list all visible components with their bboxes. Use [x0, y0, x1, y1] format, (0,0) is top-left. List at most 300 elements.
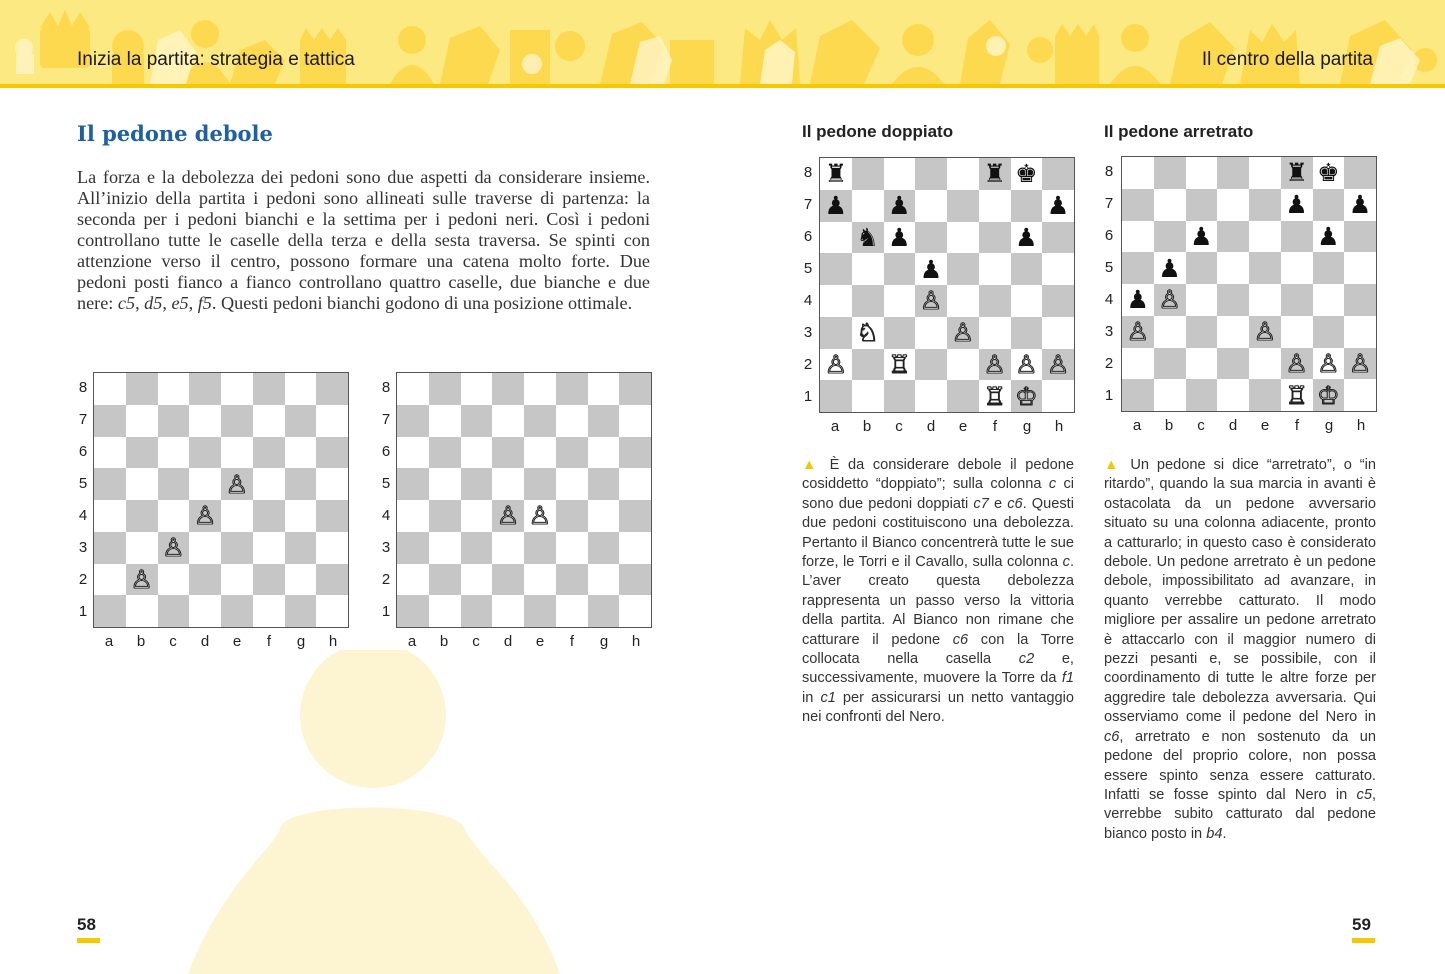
- rank-label: 8: [1104, 163, 1114, 180]
- white-pawn-icon: ♙: [1158, 285, 1181, 315]
- file-label: g: [1022, 418, 1032, 435]
- square-d8: [492, 373, 524, 405]
- chess-pieces-decoration: [0, 0, 1445, 84]
- square-g4: [1011, 285, 1043, 317]
- square-f1: [979, 380, 1011, 412]
- rank-label: 5: [803, 260, 813, 277]
- square-e7: [524, 405, 556, 437]
- square-f8: [253, 373, 285, 405]
- square-b2: [126, 564, 158, 596]
- chessboard-grid: [819, 157, 1075, 413]
- square-d4: [492, 500, 524, 532]
- file-label: e: [1260, 417, 1270, 434]
- file-label: g: [599, 633, 609, 650]
- square-d7: [1217, 189, 1249, 221]
- square-h4: [1344, 284, 1376, 316]
- rank-label: 6: [78, 443, 88, 460]
- square-c7: [461, 405, 493, 437]
- square-f5: [979, 253, 1011, 285]
- square-c3: [461, 532, 493, 564]
- square-c4: [158, 500, 190, 532]
- square-d4: [915, 285, 947, 317]
- square-e4: [947, 285, 979, 317]
- square-b4: [126, 500, 158, 532]
- square-b5: [1154, 252, 1186, 284]
- file-label: f: [1294, 417, 1300, 434]
- square-e5: [1249, 252, 1281, 284]
- file-label: c: [169, 633, 177, 650]
- square-b4: [852, 285, 884, 317]
- square-d5: [189, 468, 221, 500]
- square-f7: [556, 405, 588, 437]
- square-f6: [253, 437, 285, 469]
- square-a8: [397, 373, 429, 405]
- square-b6: [1154, 221, 1186, 253]
- square-g4: [285, 500, 317, 532]
- rank-label: 1: [381, 603, 391, 620]
- black-rook-icon: ♜: [824, 159, 848, 189]
- square-g1: [1011, 380, 1043, 412]
- square-a5: [1122, 252, 1154, 284]
- square-f4: [556, 500, 588, 532]
- rank-label: 6: [381, 443, 391, 460]
- square-g5: [285, 468, 317, 500]
- square-g8: [285, 373, 317, 405]
- file-label: f: [992, 418, 998, 435]
- square-g2: [285, 564, 317, 596]
- chessboard-grid: [93, 372, 349, 628]
- rank-label: 1: [803, 388, 813, 405]
- file-label: h: [1356, 417, 1366, 434]
- square-h6: [1344, 221, 1376, 253]
- square-h5: [316, 468, 348, 500]
- square-f8: [979, 158, 1011, 190]
- white-pawn-icon: ♙: [1046, 349, 1070, 379]
- square-b8: [126, 373, 158, 405]
- white-pawn-icon: ♙: [162, 533, 185, 563]
- square-h3: [1042, 317, 1074, 349]
- black-pawn-icon: ♟: [919, 254, 943, 284]
- square-g6: [1011, 222, 1043, 254]
- square-h1: [619, 595, 651, 627]
- black-pawn-icon: ♟: [1126, 285, 1150, 315]
- square-b2: [429, 564, 461, 596]
- square-b1: [1154, 379, 1186, 411]
- square-g6: [588, 437, 620, 469]
- square-b3: [852, 317, 884, 349]
- backward-pawn-caption: ▲ Un pedone si dice “arretrato”, o “in ritardo”, quando la sua marcia in avanti è ostacolata da un pedone avversario situato su una colonna adiacente, pronto a catturarlo; in questo caso è considerato debole. Un pedone arretrato è un pedone debole, impossibilitato ad avanzare, in quanto verrebbe catturato. Il modo migliore per assalire un pedone arretrato è attaccarlo con il maggior numero di pezzi pesanti e, se possibile, con il coordinamento di tutte le altre forze per aggredire tale debolezza avversaria. Qui osserviamo come il pedone del Nero in c6, arretrato e non sostenuto da un pedone del proprio colore, non possa essere spinto senza essere catturato. Infatti se fosse spinto dal Nero in c5, verrebbe subito catturato dal pedone bianco posto in b4.: [1104, 457, 1376, 842]
- square-c2: [884, 349, 916, 381]
- square-h6: [1042, 222, 1074, 254]
- square-c5: [884, 253, 916, 285]
- square-h7: [316, 405, 348, 437]
- square-f3: [979, 317, 1011, 349]
- white-pawn-icon: ♙: [983, 349, 1006, 379]
- square-c3: [1186, 316, 1218, 348]
- square-a4: [94, 500, 126, 532]
- square-g3: [285, 532, 317, 564]
- square-d5: [1217, 252, 1249, 284]
- square-f2: [1281, 348, 1313, 380]
- square-f5: [253, 468, 285, 500]
- square-e2: [221, 564, 253, 596]
- file-label: f: [569, 633, 575, 650]
- square-e6: [947, 222, 979, 254]
- square-e4: [524, 500, 556, 532]
- file-label: f: [266, 633, 272, 650]
- square-h7: [1042, 190, 1074, 222]
- square-g6: [1313, 221, 1345, 253]
- square-g7: [588, 405, 620, 437]
- square-g7: [1313, 189, 1345, 221]
- square-a2: [820, 349, 852, 381]
- square-h6: [619, 437, 651, 469]
- square-a2: [94, 564, 126, 596]
- square-b3: [429, 532, 461, 564]
- white-knight-icon: ♘: [856, 318, 879, 348]
- square-a4: [397, 500, 429, 532]
- square-f7: [253, 405, 285, 437]
- square-a7: [1122, 189, 1154, 221]
- square-a6: [1122, 221, 1154, 253]
- square-g5: [1313, 252, 1345, 284]
- header-book-title: Inizia la partita: strategia e tattica: [77, 49, 355, 70]
- square-e3: [524, 532, 556, 564]
- square-b5: [852, 253, 884, 285]
- file-label: d: [1228, 417, 1238, 434]
- square-c6: [158, 437, 190, 469]
- square-d7: [189, 405, 221, 437]
- square-d7: [915, 190, 947, 222]
- square-g2: [588, 564, 620, 596]
- white-pawn-icon: ♙: [225, 469, 249, 499]
- square-e4: [1249, 284, 1281, 316]
- rank-label: 5: [1104, 259, 1114, 276]
- square-a6: [94, 437, 126, 469]
- square-e6: [1249, 221, 1281, 253]
- square-g1: [1313, 379, 1345, 411]
- square-g3: [1313, 316, 1345, 348]
- file-label: a: [407, 633, 417, 650]
- square-d6: [492, 437, 524, 469]
- square-h7: [1344, 189, 1376, 221]
- square-d2: [189, 564, 221, 596]
- square-b3: [1154, 316, 1186, 348]
- square-g4: [588, 500, 620, 532]
- intro-paragraph: La forza e la debolezza dei pedoni sono due aspetti da considerare insieme. All’inizio della partita i pedoni sono allineati sulle traverse di partenza: la seconda per i pedoni bianchi e la settima per i pedoni neri. Così i pedoni controllano tutte le caselle della terza e della sesta traversa. Se spinti con attenzione verso il centro, possono formare una catena molto forte. Due pedoni posti fianco a fianco controllano quattro caselle, due bianche e due nere: c5, d5, e5, f5. Questi pedoni bianchi godono di una posizione ottimale.: [77, 167, 650, 313]
- file-label: c: [1197, 417, 1205, 434]
- square-f7: [979, 190, 1011, 222]
- square-c7: [1186, 189, 1218, 221]
- square-d8: [1217, 157, 1249, 189]
- square-a1: [94, 595, 126, 627]
- rank-label: 3: [1104, 323, 1114, 340]
- square-c1: [158, 595, 190, 627]
- file-label: a: [1132, 417, 1142, 434]
- rank-label: 7: [381, 411, 391, 428]
- rank-label: 2: [1104, 355, 1114, 372]
- white-pawn-icon: ♙: [528, 501, 552, 531]
- square-g3: [1011, 317, 1043, 349]
- square-a2: [1122, 348, 1154, 380]
- square-f3: [556, 532, 588, 564]
- page-number-right-bar: [1352, 938, 1375, 943]
- square-a4: [1122, 284, 1154, 316]
- rank-label: 1: [1104, 387, 1114, 404]
- square-f6: [556, 437, 588, 469]
- square-b7: [126, 405, 158, 437]
- white-pawn-icon: ♙: [130, 564, 153, 594]
- square-e3: [221, 532, 253, 564]
- square-c7: [884, 190, 916, 222]
- white-rook-icon: ♖: [888, 349, 911, 379]
- square-h2: [316, 564, 348, 596]
- square-b6: [126, 437, 158, 469]
- square-g5: [588, 468, 620, 500]
- square-b7: [852, 190, 884, 222]
- square-h2: [619, 564, 651, 596]
- square-h2: [1344, 348, 1376, 380]
- square-e1: [221, 595, 253, 627]
- file-label: b: [136, 633, 146, 650]
- square-h1: [1344, 379, 1376, 411]
- rank-label: 3: [803, 324, 813, 341]
- square-d1: [1217, 379, 1249, 411]
- square-a6: [820, 222, 852, 254]
- square-c4: [884, 285, 916, 317]
- black-pawn-icon: ♟: [1015, 222, 1038, 252]
- square-c6: [884, 222, 916, 254]
- square-h1: [316, 595, 348, 627]
- rank-label: 7: [803, 196, 813, 213]
- file-label: d: [503, 633, 513, 650]
- file-label: c: [472, 633, 480, 650]
- square-g2: [1313, 348, 1345, 380]
- square-f1: [556, 595, 588, 627]
- square-g7: [1011, 190, 1043, 222]
- rank-label: 8: [78, 379, 88, 396]
- square-a1: [1122, 379, 1154, 411]
- square-e7: [1249, 189, 1281, 221]
- black-pawn-icon: ♟: [1317, 221, 1340, 251]
- square-d2: [1217, 348, 1249, 380]
- square-b7: [429, 405, 461, 437]
- square-d8: [915, 158, 947, 190]
- white-pawn-icon: ♙: [1348, 348, 1372, 378]
- square-f3: [253, 532, 285, 564]
- black-king-icon: ♚: [1317, 158, 1340, 188]
- square-h5: [1042, 253, 1074, 285]
- white-pawn-icon: ♙: [824, 349, 848, 379]
- rank-label: 5: [78, 475, 88, 492]
- square-f8: [1281, 157, 1313, 189]
- white-pawn-icon: ♙: [1126, 317, 1150, 347]
- black-pawn-icon: ♟: [1285, 190, 1308, 220]
- square-d3: [492, 532, 524, 564]
- square-g6: [285, 437, 317, 469]
- file-label: d: [926, 418, 936, 435]
- rank-label: 6: [1104, 227, 1114, 244]
- square-a6: [397, 437, 429, 469]
- black-pawn-icon: ♟: [888, 191, 911, 221]
- white-pawn-icon: ♙: [1285, 348, 1308, 378]
- square-e1: [947, 380, 979, 412]
- page-header: [0, 0, 1445, 88]
- file-label: h: [1054, 418, 1064, 435]
- square-d3: [915, 317, 947, 349]
- square-c1: [1186, 379, 1218, 411]
- square-d1: [492, 595, 524, 627]
- square-a7: [94, 405, 126, 437]
- square-d5: [915, 253, 947, 285]
- black-rook-icon: ♜: [983, 159, 1006, 189]
- square-c3: [884, 317, 916, 349]
- file-label: c: [895, 418, 903, 435]
- file-label: b: [862, 418, 872, 435]
- rank-label: 8: [381, 379, 391, 396]
- file-label: h: [328, 633, 338, 650]
- file-label: g: [1324, 417, 1334, 434]
- square-h5: [619, 468, 651, 500]
- page-number-left-bar: [77, 938, 100, 943]
- square-g8: [1313, 157, 1345, 189]
- square-a3: [1122, 316, 1154, 348]
- square-g2: [1011, 349, 1043, 381]
- square-c5: [1186, 252, 1218, 284]
- header-chapter-title: Il centro della partita: [1201, 49, 1373, 70]
- square-d2: [915, 349, 947, 381]
- square-g3: [588, 532, 620, 564]
- black-pawn-icon: ♟: [1158, 253, 1181, 283]
- square-h8: [316, 373, 348, 405]
- square-c7: [158, 405, 190, 437]
- square-c2: [461, 564, 493, 596]
- rank-label: 4: [1104, 291, 1114, 308]
- square-f5: [1281, 252, 1313, 284]
- square-a4: [820, 285, 852, 317]
- file-label: a: [830, 418, 840, 435]
- square-h3: [1344, 316, 1376, 348]
- square-c8: [884, 158, 916, 190]
- rank-label: 3: [381, 539, 391, 556]
- square-c4: [461, 500, 493, 532]
- square-b4: [1154, 284, 1186, 316]
- square-b2: [1154, 348, 1186, 380]
- black-rook-icon: ♜: [1285, 158, 1308, 188]
- doubled-pawn-caption: ▲ È da considerare debole il pedone cosiddetto “doppiato”; sulla colonna c ci sono due pedoni doppiati c7 e c6. Questi due pedoni costituiscono una debolezza. Pertanto il Bianco concentrerà tutte le sue forze, le Torri e il Cavallo, sulla colonna c. L’aver creato questa debolezza rappresenta un passo verso la vittoria della partita. Al Bianco non rimane che catturare il pedone c6 con la Torre collocata nella casella c2 e, successivamente, muovere la Torre da f1 in c1 per assicurarsi un netto vantaggio nei confronti del Nero.: [802, 457, 1075, 726]
- rank-label: 8: [803, 164, 813, 181]
- section-title: Il pedone debole: [77, 121, 273, 146]
- white-pawn-icon: ♙: [193, 501, 217, 531]
- square-e8: [947, 158, 979, 190]
- page-number-left: 58: [77, 915, 96, 934]
- square-e1: [524, 595, 556, 627]
- square-e1: [1249, 379, 1281, 411]
- file-label: a: [104, 633, 114, 650]
- square-h2: [1042, 349, 1074, 381]
- white-pawn-icon: ♙: [1317, 348, 1340, 378]
- square-d2: [492, 564, 524, 596]
- white-pawn-icon: ♙: [1253, 317, 1277, 347]
- chessboard-grid: [396, 372, 652, 628]
- square-f6: [1281, 221, 1313, 253]
- square-b1: [429, 595, 461, 627]
- square-a5: [397, 468, 429, 500]
- square-c1: [884, 380, 916, 412]
- rank-label: 7: [1104, 195, 1114, 212]
- square-e2: [1249, 348, 1281, 380]
- square-f3: [1281, 316, 1313, 348]
- square-b3: [126, 532, 158, 564]
- square-f2: [556, 564, 588, 596]
- square-c6: [1186, 221, 1218, 253]
- square-g8: [1011, 158, 1043, 190]
- black-pawn-icon: ♟: [1190, 221, 1213, 251]
- square-g1: [285, 595, 317, 627]
- square-a5: [94, 468, 126, 500]
- rank-label: 4: [381, 507, 391, 524]
- square-e6: [524, 437, 556, 469]
- file-label: e: [232, 633, 242, 650]
- file-label: g: [296, 633, 306, 650]
- square-b1: [126, 595, 158, 627]
- square-c8: [158, 373, 190, 405]
- square-b7: [1154, 189, 1186, 221]
- square-a2: [397, 564, 429, 596]
- rank-label: 7: [78, 411, 88, 428]
- square-f2: [253, 564, 285, 596]
- square-e5: [221, 468, 253, 500]
- square-c6: [461, 437, 493, 469]
- square-c5: [461, 468, 493, 500]
- square-d4: [1217, 284, 1249, 316]
- square-b8: [429, 373, 461, 405]
- square-h3: [619, 532, 651, 564]
- square-c8: [461, 373, 493, 405]
- square-d7: [492, 405, 524, 437]
- square-e4: [221, 500, 253, 532]
- square-h8: [619, 373, 651, 405]
- square-a8: [94, 373, 126, 405]
- square-a3: [94, 532, 126, 564]
- square-a1: [397, 595, 429, 627]
- square-a3: [820, 317, 852, 349]
- square-a3: [397, 532, 429, 564]
- rank-label: 2: [78, 571, 88, 588]
- square-b4: [429, 500, 461, 532]
- square-c5: [158, 468, 190, 500]
- square-h8: [1344, 157, 1376, 189]
- square-d3: [1217, 316, 1249, 348]
- square-b8: [852, 158, 884, 190]
- file-label: e: [958, 418, 968, 435]
- square-g7: [285, 405, 317, 437]
- black-pawn-icon: ♟: [824, 191, 848, 221]
- rank-label: 4: [78, 507, 88, 524]
- square-f4: [979, 285, 1011, 317]
- square-e2: [947, 349, 979, 381]
- square-e8: [221, 373, 253, 405]
- square-a8: [820, 158, 852, 190]
- square-a8: [1122, 157, 1154, 189]
- white-rook-icon: ♖: [1285, 380, 1308, 410]
- rank-label: 2: [381, 571, 391, 588]
- file-label: h: [631, 633, 641, 650]
- background-pawn-illustration: [180, 650, 580, 974]
- black-pawn-icon: ♟: [888, 222, 911, 252]
- white-pawn-icon: ♙: [1015, 349, 1038, 379]
- rank-label: 4: [803, 292, 813, 309]
